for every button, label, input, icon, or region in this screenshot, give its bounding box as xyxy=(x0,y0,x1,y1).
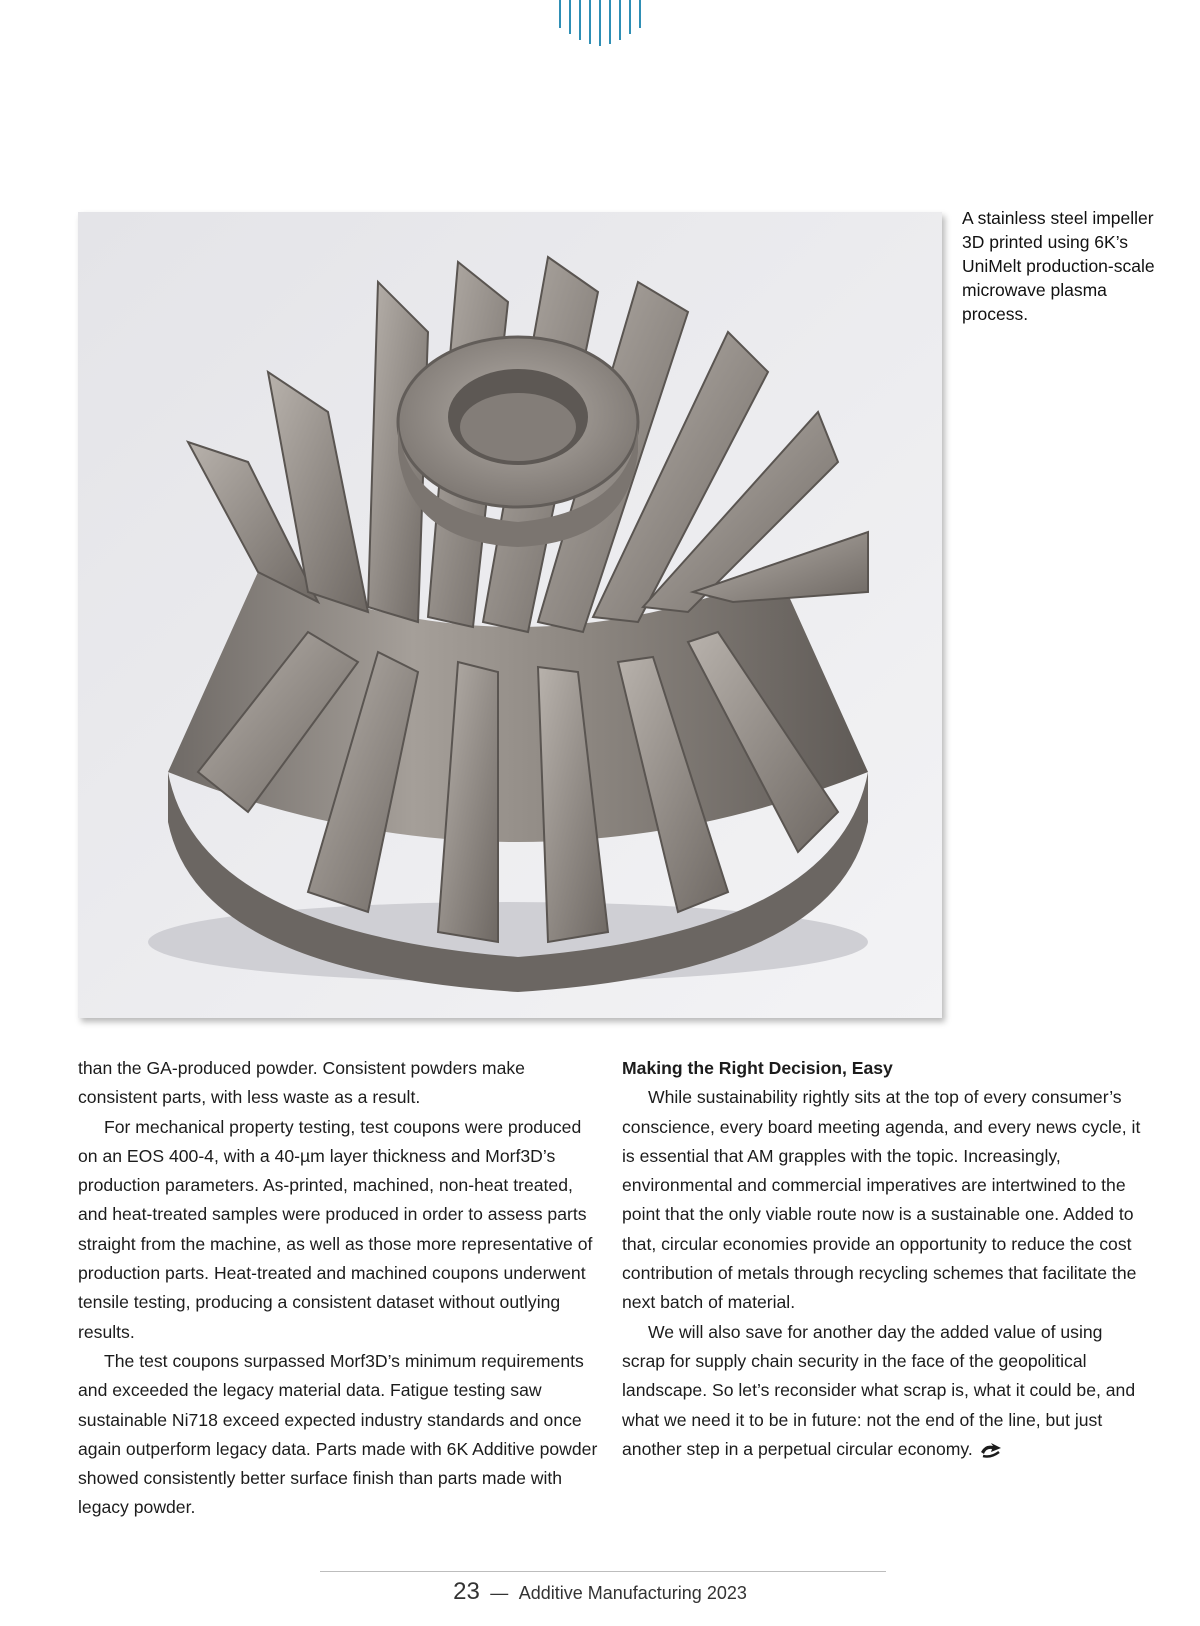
impeller-photo xyxy=(78,212,942,1018)
left-text-column xyxy=(78,1054,598,1523)
right-paragraph-1: While sustainability rightly sits at the top of every consumer’s conscience, every board meeting agenda, and every news cycle, it is essential that AM grapples with the topic. Increasingly, environmental and commercial imperatives are intertwined to the point that the only viable route now is a sustainable one. Added to that, circular economies provide an opportunity to reduce the cost contribution of metals through recycling schemes that facilitate the next batch of material. xyxy=(622,1087,1141,1313)
photo-caption: A stainless steel impeller 3D printed using 6K’s UniMelt production-scale microwave plasma process. xyxy=(962,208,1155,324)
footer-separator: — xyxy=(490,1583,509,1603)
header-stripes-decoration xyxy=(558,0,642,48)
publication-title: Additive Manufacturing 2023 xyxy=(518,1583,747,1603)
section-heading: Making the Right Decision, Easy xyxy=(622,1058,893,1078)
left-paragraph-2: For mechanical property testing, test coupons were produced on an EOS 400-4, with a 40-µm layer thickness and Morf3D’s production parameters. As-printed, machined, non-heat treated, and heat-treated samples were produced in order to assess parts straight from the machine, as well as those more representative of production parts. Heat-treated and machined coupons underwent tensile testing, producing a consistent dataset without outlying results. xyxy=(78,1116,593,1342)
right-paragraph-2-text: We will also save for another day the added value of using scrap for supply chain security in the face of the geopolitical landscape. So let’s reconsider what scrap is, what it could be, and what we need it to be in future: not the end of the line, but just another step in a perpetual circular economy. xyxy=(622,1321,1136,1459)
page-number: 23 xyxy=(453,1578,480,1605)
article-end-icon xyxy=(979,1442,1003,1458)
impeller-illustration xyxy=(78,212,942,1018)
right-paragraph-2 xyxy=(622,1318,1142,1464)
left-paragraph-1: than the GA-produced powder. Consistent powders make consistent parts, with less waste as a result. xyxy=(78,1058,525,1108)
page-footer xyxy=(0,1578,1200,1606)
left-paragraph-3: The test coupons surpassed Morf3D’s minimum requirements and exceeded the legacy material data. Fatigue testing saw sustainable Ni718 exceed expected industry standards and once again outperform legacy data. Parts made with 6K Additive powder showed consistently better surface finish than parts made with legacy powder. xyxy=(78,1350,598,1518)
footer-divider xyxy=(320,1571,886,1572)
right-text-column xyxy=(622,1054,1142,1464)
